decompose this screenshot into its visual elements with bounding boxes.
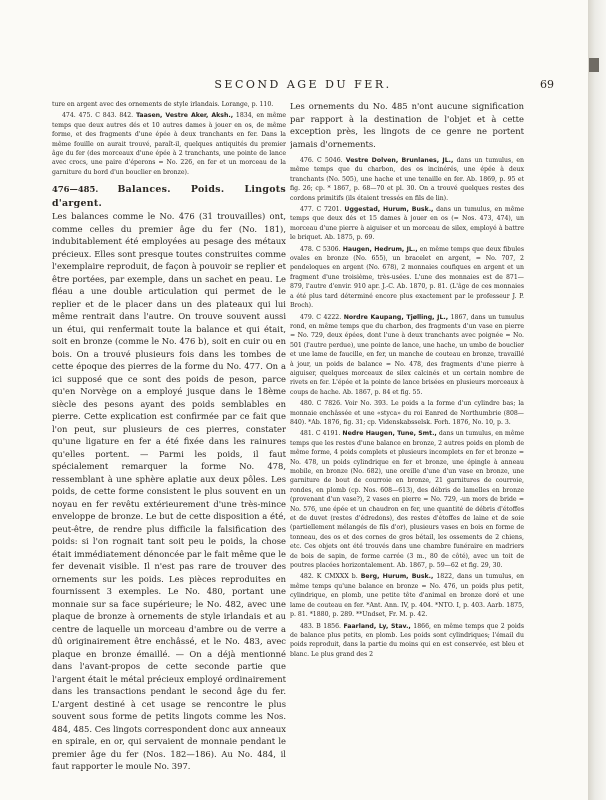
entry-text: dans un tumulus, en même temps que les restes d'une balance en bronze, 2 autres poids en plomb de même forme, 4 poids complets et plusieurs incomplets en fer et bronze = No. 478, un poids cylindrique en fer et bronze, une épingle à anneau mobile, en bronze (No. 682), une oreille d'une d'un vase en bronze, une garniture de bout de courroie en bronze, 21 garnitures de courroie, rondes, en plomb (cp. Nos. 608—613), des débris de lamelles en bronze (provenant d'un vase?), 2 vases en pierre = No. 729, -un mors de bride = No. 576, une épée et un chaudron en fer, une quantité de débris d'étoffes et de duvet (restes d'édredons), des restes d'étoffes de laine et de soie (partiellement mélangés de fils d'or), plusieurs vases en bois en forme de tonneau, des os et des cornes de gros bétail, les ossements de 2 chiens, etc. Ces objets ont été trouvés dans une chambre funéraire en madriers de bois de sapin, de forme carrée (3 m., 80 de côté), avec un toit de poutres placées horizontalement. Ab. 1867, p. 59—62 et fig. 29, 30. [290,430,524,570]
entry-483 [290,622,524,660]
entry-481 [290,429,524,570]
entry-text: dans un tumulus, en même temps que du charbon, des os incinérés, une épée à deux tranchants (No. 505), une hache et une tenaille en fer. Ab. 1869, p. 95 et fig. 26; cp. * 1867, p. 68—70 et pl. 30. On a trouvé quelques restes des cordons primitifs (ils étaient tressés en fils de lin). [290,157,524,202]
running-header: SECOND AGE DU FER. [214,78,392,91]
entry-place: Berg, Hurum, Busk., [360,573,434,581]
entry-478 [290,245,524,311]
entry-text: dans un tumulus, en même temps que deux dés et 15 dames à jouer en os (= Nos. 473, 474), un morceau d'une pierre à aiguiser et un morceau de silex, employé à battre le briquet. Ab. 1875, p. 69. [290,206,524,242]
entry-ref: 481. C 4191. [300,430,341,438]
entry-place: Uggestad, Hurum, Busk., [344,206,434,214]
entry-ref: 479. C 4222. [300,313,342,321]
entry-476 [290,156,524,203]
entry-text: en même temps que deux fibules ovales en bronze (No. 655), un bracelet en argent, = No. 707, 2 pendeloques en argent (No. 678), 2 monnaies coufiques en argent et un fragment d'une troisième, très-usées. L'une des monnaies est de 871—879, l'autre d'envir. 910 apr. J.-C. Ab. 1870, p. 81. (L'âge de ces monnaies a été plus tard déterminé encore plus exactement par le professeur J. P. Broch). [290,245,524,310]
entry-place: Taasen, Vestre Aker, Aksh., [135,112,234,120]
page-number: 69 [540,78,554,91]
bookmark-tab [589,58,599,72]
entry-ref: 478. C 5306. [300,245,341,253]
section-title: Balances. Poids. Lingots d'argent. [52,184,286,209]
entry-474-475 [52,111,286,177]
page-edge-shadow [588,0,606,800]
entry-place: Vestre Dolven, Brunlanes, JL., [345,157,454,164]
section-heading [52,183,286,210]
entry-text: 1867, dans un tumulus rond, en même temps que du charbon, des fragments d'un vase en pierre = No. 729, deux épées, dont l'une à deux tranchants avec poignée = No. 501 (l'autre perdue), une pointe de lance, une hache, un umbo de bouclier et une lame de faucille, en fer, un manche de couteau en bronze, travaillé à jour, un poids de balance = No. 478, des fragments d'une pierre à aiguiser, quelques morceaux de silex calcinés et un certain nombre de rivets en fer. L'épée et la pointe de lance brisées en plusieurs morceaux à coups de hache. Ab. 1867, p. 84 et fig. 55. [290,313,524,396]
section-numbers: 476—485. [52,184,99,195]
right-column [290,100,524,790]
entry-text: 1866, en même temps que 2 poids de balance plus petits, en plomb. Les poids sont cylindriques; l'émail du poids reproduit, dans la partie du moins qui en est conservée, est bleu et blanc. Le plus grand des 2 [290,622,524,658]
entry-text: 1834, en même temps que deux autres dés et 10 autres dames à jouer en os, de même forme, et des fragments d'une épée à deux tranchants en fer. Dans la même fouille on aurait trouvé, paraît-il, quelques antiquités du premier âge du fer (des morceaux d'une épée à 2 tranchants, une pointe de lance avec crocs, une paire d'éperons = No. 226, en fer et un morceau de la garniture du bord d'un bouclier en bronze). [52,112,286,176]
entry-place: Nedre Haugen, Tune, Smt., [342,430,437,438]
entry-479 [290,313,524,398]
entry-480: 480. C 7826. Voir No. 393. Le poids a la forme d'un cylindre bas; la monnaie enchâssée et une «styca» du roi Eanred de Northumbrie (808—840). *Ab. 1876, fig. 31; cp. Videnskabsselsk. Forh. 1876, No. 10, p. 3. [290,400,524,426]
entry-ref: 483. B 1856. [300,622,341,630]
section-body: Les balances comme le No. 476 (31 trouvailles) ont, comme celles du premier âge du fer (No. 181), indubitablement été employées au pesage des métaux précieux. Elles sont presque toutes construites comme l'exemplaire reproduit, de façon à pouvoir se replier et être portées, par exemple, dans un sachet en peau. Le fléau a une double articulation qui permet de le replier et de le placer dans un des plateaux qui lui même rentrait dans l'autre. On trouve souvent aussi un étui, qui renfermait toute la balance et qui était, soit en bronze (comme le No. 476 b), soit en cuir ou en bois. On a trouvé plusieurs fois dans les tombes de cette époque des pierres de la forme du No. 477. On a ici supposé que ce sont des poids de peson, parce qu'en Norvège on a employé jusque dans le 18ème siècle des pesons ayant des poids semblables en pierre. Cette explication est confirmée par ce fait que l'on peut, sur plusieurs de ces pierres, constater qu'une ligature en fer a été fixée dans les rainures qu'elles portent. — Parmi les poids, il faut spécialement remarquer la forme No. 478, ressemblant à une sphère aplatie aux deux pôles. Les poids, de cette forme consistent le plus souvent en un noyau en fer revêtu extérieurement d'une très-mince enveloppe de bronze. Le but de cette disposition a été, peut-être, de rendre plus difficile la falsification des poids: si l'on rognait tant soit peu le poids, la chose était immédiatement dénoncée par le fait même que le fer devenait visible. Il n'est pas rare de trouver des ornements sur les poids. Les pièces reproduites en fournissent 3 exemples. Le No. 480, portant une monnaie sur sa face supérieure; le No. 482, avec une plaque de bronze à ornements de style irlandais et au centre de laquelle un morceau d'ambre ou de verre a dû originairement être enchâssé, et le No. 483, avec plaque en bronze émaillé. — On a déjà mentionné dans l'avant-propos de cette seconde partie que l'argent était le métal précieux employé ordinairement dans les transactions pendant le second âge du fer. L'argent destiné à cet usage se rencontre le plus souvent sous forme de petits lingots comme les Nos. 484, 485. Ces lingots correspondent donc aux anneaux en spirale, en or, qui servaient de monnaie pendant le premier âge du fer (Nos. 182—186). Au No. 484, il faut rapporter le moule No. 397. [52,211,286,772]
intro-paragraph: ture en argent avec des ornements de style irlandais. Lorange, p. 110. [52,101,274,108]
entry-place: Haugen, Hedrum, JL., [342,245,418,253]
entry-477 [290,205,524,243]
entry-482 [290,572,524,619]
entry-place: Nordre Kaupang, Tjølling, JL., [343,313,449,321]
left-column [52,100,286,790]
entry-ref: 474. 475. C 843. 842. [62,112,134,120]
entry-ref: 482. K CMXXX b. [300,573,358,581]
entry-ref: 476. C 5046. [300,157,343,164]
continued-paragraph: Les ornements du No. 485 n'ont aucune signification par rapport à la destination de l'objet et à cette exception près, les lingots de ce genre ne portent jamais d'ornements. [290,101,524,149]
entry-ref: 477. C 7201. [300,206,342,214]
entry-place: Faarland, Ly, Stav., [343,622,411,630]
entry-text: 1822, dans un tumulus, en même temps qu'une balance en bronze = No. 476, un poids plus petit, cylindrique, en plomb, une petite tête d'animal en bronze doré et une lame de couteau en fer. *Ant. Ann. IV, p. 404. *NTO. I, p. 403. Aarb. 1875, p. 81. *1880, p. 289. **Undset, Fr. M. p. 42. [290,573,524,619]
